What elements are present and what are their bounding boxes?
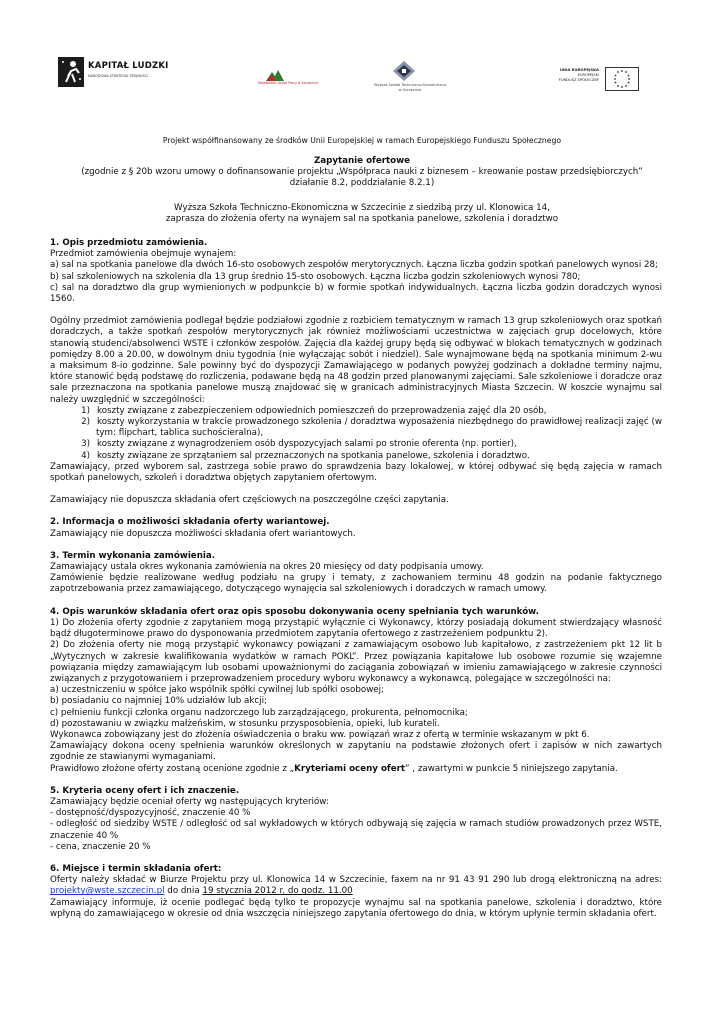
section-2-heading: 2. Informacja o możliwości składania oferty wariantowej. (50, 517, 330, 528)
section-1-inspection-note: Zamawiający, przed wyborem sal, zastrzega sobie prawo do sprawdzenia bazy lokalowej, w której odbywać się będą zajęcia w ramach spotkań panelowych, szkoleń i doradztwa objętych zapytaniem ofertowym. (50, 461, 662, 484)
document-title-block (0, 156, 724, 189)
section-1-cost-list (50, 406, 662, 462)
section-5-criterion-2: - odległość od siedziby WSTE / odległość od sal wykładowych w których odbywają się zajęcia w ramach studiów prowadzonych przez WSTE, znaczenie 40 % (50, 819, 662, 841)
section-6-mid: do dnia (164, 886, 203, 897)
list-item (74, 417, 662, 439)
eu-logo-line2: EUROPEJSKI (577, 73, 599, 77)
eu-flag-icon (605, 67, 639, 91)
section-1-item-c: c) sal na doradztwo dla grup wymienionych w podpunkcie b) w formie spotkań indywidualnych. Łączna liczba godzin doradczych wynosi 1560. (50, 282, 662, 305)
list-item-text: koszty związane z wynagrodzeniem osób dyspozycyjach salami po stronie oferenta (np. portier), (97, 439, 517, 450)
section-1-partial-offers-note: Zamawiający nie dopuszcza składania ofert częściowych na poszczególne części zapytania. (50, 495, 449, 506)
document-title: Zapytanie ofertowe (313, 156, 411, 166)
wste-logo (365, 61, 455, 101)
wste-emblem-icon (393, 61, 415, 81)
list-item-text: koszty związane ze sprzątaniem sal przeznaczonych na spotkania panelowe, szkolenia i doradztwo. (97, 450, 530, 461)
section-4-criteria-pre: Prawidłowo złożone oferty zostaną ocenione zgodnie z „ (50, 763, 295, 774)
section-4-item-b: b) posiadaniu co najmniej 10% udziałów lub akcji; (50, 696, 267, 707)
kapital-ludzki-logo (58, 55, 178, 93)
wup-logo (258, 66, 319, 98)
deadline-date: 19 stycznia 2012 r. do godz. 11.00 (202, 886, 353, 897)
funding-notice: Projekt współfinansowany ze środków Unii Europejskiej w ramach Europejskiego Funduszu Społecznego (162, 136, 562, 145)
section-1-heading: 1. Opis przedmiotu zamówienia. (50, 238, 208, 248)
list-item (74, 439, 662, 450)
section-1-item-a: a) sal na spotkania panelowe dla dwóch 16-sto osobowych zespołów merytorycznych. Łączna liczba godzin spotkań panelowych wynosi 28; (50, 260, 658, 271)
wste-logo-text (365, 83, 455, 93)
section-3-heading: 3. Termin wykonania zamówienia. (50, 550, 216, 561)
section-3-text-1: Zamawiający ustala okres wykonania zamówienia na okres 20 miesięcy od daty podpisania umowy. (50, 562, 484, 573)
list-item-text: koszty wykorzystania w trakcie prowadzonego szkolenia / doradztwa wyposażenia niezbędnego do prawidłowej realizacji zajęć (w tym: flipchart, tablica suchościeralna), (96, 417, 662, 439)
email-link[interactable]: projekty@wste.szczecin.pl (50, 886, 165, 897)
eu-logo-line3: FUNDUSZ SPOŁECZNY (558, 78, 599, 82)
section-4-statement-note: Wykonawca zobowiązany jest do złożenia oświadczenia o braku ww. powiązań wraz z ofertą w terminie wskazanym w pkt 6. (50, 729, 590, 740)
section-4-criteria-note (50, 764, 662, 775)
section-6-where: Oferty należy składać w Biurze Projektu przy ul. Klonowica 14 w Szczecinie, faxem na nr 91 43 91 290 lub drogą elektroniczną na adres: (50, 875, 662, 886)
section-2-text: Zamawiający nie dopuszcza możliwości składania ofert wariantowych. (50, 528, 356, 539)
section-6-heading: 6. Miejsce i termin składania ofert: (50, 863, 222, 874)
section-5-criterion-3: - cena, znaczenie 20 % (50, 841, 151, 852)
section-1-paragraph: Ogólny przedmiot zamówienia podlegał będzie podziałowi zgodnie z rozbiciem tematycznym w ramach 13 grup szkoleniowych oraz spotkań doradczych, a także spotkań zespołów merytorycznych jak również możliwościami uczestnictwa w zajęciach grup docelowych, które stanowią studenci/absolwenci WSTE i członków zespołów. Zajęcia dla każdej grupy będą się odbywać w blokach tematycznych w godzinach pomiędzy 8.00 a 20.00, w dowolnym dniu tygodnia (nie wyłączając sobót i niedziel). Sale wynajmowane będą na spotkania minimum 2-wu a maksimum 8-io godzinne. Sale powinny być do dyspozycji Zamawiającego w podanych powyżej godzinach a dokładne terminy najmu, które stanowić będą podstawę do rozliczenia, podawane będą na 48 godzin przed planowanymi zajęciami. Sale szkoleniowe i doradcze oraz sale przeznaczona na spotkania panelowe muszą znajdować się w granicach administracyjnych Miasta Szczecin. W koszcie wynajmu sal należy uwzględnić w szczególności: (50, 316, 662, 405)
section-4-assessment-note: Zamawiający dokona oceny spełnienia warunków określonych w zapytaniu na podstawie złożonych ofert i zapisów w nich zawartych zgodnie ze stawianymi wymaganiami. (50, 741, 662, 763)
list-item-number: 2) (81, 417, 90, 428)
kapital-ludzki-subtitle: NARODOWA STRATEGIA SPÓJNOŚCI (88, 74, 149, 78)
intro-line1: Wyższa Szkoła Techniczno-Ekonomiczna w Szczecinie z siedzibą przy ul. Klonowica 14, (174, 203, 550, 213)
section-3-text-2: Zamówienie będzie realizowane według podziału na grupy i tematy, z zachowaniem terminu 48 godzin na podanie faktycznego zapotrzebowania przez zamawiającego, dotyczącego wynajęcia sal szkoleniowych i doradczych w ramach umowy. (50, 573, 662, 595)
section-6-text-1 (50, 875, 662, 897)
list-item-number: 4) (81, 450, 90, 461)
eu-logo-line1: UNIA EUROPEJSKA (559, 67, 599, 72)
section-5-intro: Zamawiający będzie oceniał oferty wg następujących kryteriów: (50, 796, 329, 807)
kapital-ludzki-figure-icon (58, 57, 84, 87)
section-5-criterion-1: - dostępność/dyspozycyjność, znaczenie 40 % (50, 808, 251, 819)
section-4-condition-1: 1) Do złożenia oferty zgodnie z zapytaniem mogą przystąpić wyłącznie ci Wykonawcy, którzy posiadają dokument stwierdzający własność bądź długoterminowe prawo do dysponowania przedmiotem zapytania ofertowego z zastrzeżeniem podpunktu 2). (50, 617, 662, 640)
wste-logo-line2: w Szczecinie (398, 88, 422, 92)
wste-logo-line1: Wyższa Szkoła Techniczno-Ekonomiczna (373, 83, 447, 87)
list-item (74, 406, 662, 417)
eu-logo-text (555, 67, 599, 83)
section-4-criteria-bold: Kryteriami oceny ofert (294, 763, 406, 774)
section-1-intro: Przedmiot zamówienia obejmuje wynajem: (50, 249, 237, 260)
header-logos (50, 55, 650, 115)
wup-text: Wojewódzki Urząd Pracy w Szczecinie (258, 81, 319, 85)
section-4-criteria-post: ” , zawartymi w punkcie 5 niniejszego zapytania. (405, 763, 618, 774)
section-4-item-d: d) pozostawaniu w związku małżeńskim, w stosunku przysposobienia, opieki, lub kurateli. (50, 718, 440, 729)
section-4-heading: 4. Opis warunków składania ofert oraz opis sposobu dokonywania oceny spełniania tych warunków. (50, 606, 539, 617)
intro-block (0, 203, 724, 225)
list-item-number: 3) (81, 439, 90, 450)
section-6-text-2: Zamawiający informuje, iż ocenie podlegać będą tylko te propozycje wynajmu sal na spotkania panelowe, szkolenia i doradztwo, które wpłyną do zamawiającego w okresie od dnia wszczęcia niniejszego zapytania ofertowego do dnia, w którym upłynie termin składania ofert. (50, 897, 662, 919)
section-4-condition-2: 2) Do złożenia oferty nie mogą przystąpić wykonawcy powiązani z zamawiającym osobowo lub kapitałowo, z zastrzeżeniem pkt 12 lit b „Wytycznych w zakresie kwalifikowania wydatków w ramach POKL”. Przez powiązania kapitałowe lub osobowe rozumie się wzajemne powiązania między zamawiającym lub osobami upoważnionymi do zaciągania zobowiązań w imieniu zamawiającego w zakresie czynności związanych z przygotowaniem i przeprowadzeniem procedury wyboru wykonawcy a wykonawcą, polegające w szczególności na: (50, 640, 662, 684)
list-item-text: koszty związane z zabezpieczeniem odpowiednich pomieszczeń do przeprowadzenia zajęć dla 20 osób, (97, 405, 547, 416)
section-4-item-c: c) pełnieniu funkcji członka organu nadzorczego lub zarządzającego, prokurenta, pełnomocnika; (50, 707, 468, 718)
list-item-number: 1) (81, 405, 90, 416)
document-body (50, 238, 662, 920)
section-1-item-b: b) sal szkoleniowych na szkolenia dla 13 grup średnio 15-sto osobowych. Łączna liczba godzin szkoleniowych wynosi 780; (50, 271, 581, 282)
eu-logo (555, 67, 645, 95)
list-item (74, 451, 662, 462)
intro-line2: zaprasza do złożenia oferty na wynajem sal na spotkania panelowe, szkolenia i doradztwo (165, 214, 559, 224)
section-5-heading: 5. Kryteria oceny ofert i ich znaczenie. (50, 785, 240, 796)
wup-mountain-icon (266, 66, 284, 78)
document-title-line2: działanie 8.2, poddziałanie 8.2.1) (289, 178, 435, 188)
document-title-line1: (zgodnie z § 20b wzoru umowy o dofinansowanie projektu „Współpraca nauki z biznesem – kreowanie postaw przedsiębiorczych” (81, 167, 643, 177)
kapital-ludzki-title: KAPITAŁ LUDZKI (88, 61, 169, 71)
section-4-item-a: a) uczestniczeniu w spółce jako wspólnik spółki cywilnej lub spółki osobowej; (50, 685, 384, 696)
